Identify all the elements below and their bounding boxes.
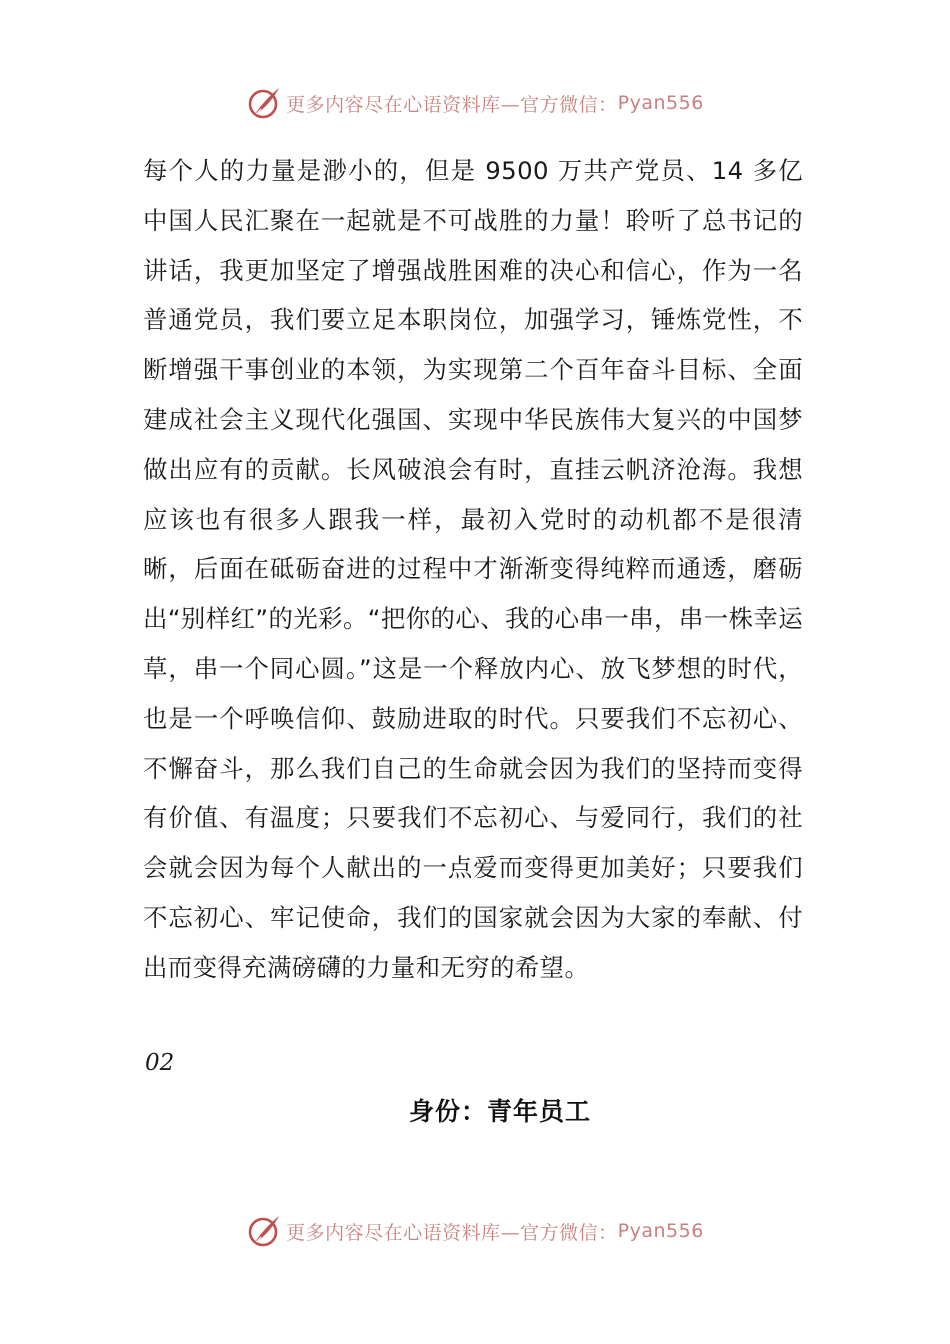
quill-pen-logo-icon: [246, 1213, 282, 1249]
watermark-wechat-id: Pyan556: [617, 92, 704, 114]
footer-watermark: [0, 1211, 950, 1251]
document-body: [143, 146, 803, 993]
header-watermark: [0, 83, 950, 123]
section-number: 02: [145, 1050, 175, 1076]
watermark-text: 更多内容尽在心语资料库—官方微信：: [286, 93, 618, 116]
section-heading: 身份：青年员工: [408, 1097, 591, 1126]
quill-pen-logo-icon: [246, 85, 282, 121]
watermark-text: 更多内容尽在心语资料库—官方微信：: [286, 1221, 618, 1244]
body-paragraph: 每个人的力量是渺小的，但是 9500 万共产党员、14 多亿中国人民汇聚在一起就是不可战胜的力量！聆听了总书记的讲话，我更加坚定了增强战胜困难的决心和信心，作为一名普通党员，我们要立足本职岗位，加强学习，锤炼党性，不断增强干事创业的本领，为实现第二个百年奋斗目标、全面建成社会主义现代化强国、实现中华民族伟大复兴的中国梦做出应有的贡献。长风破浪会有时，直挂云帆济沧海。我想应该也有很多人跟我一样，最初入党时的动机都不是很清晰，后面在砥砺奋进的过程中才渐渐变得纯粹而通透，磨砺出“别样红”的光彩。“把你的心、我的心串一串，串一株幸运草，串一个同心圆。”这是一个释放内心、放飞梦想的时代，也是一个呼唤信仰、鼓励进取的时代。只要我们不忘初心、不懈奋斗，那么我们自己的生命就会因为我们的坚持而变得有价值、有温度；只要我们不忘初心、与爱同行，我们的社会就会因为每个人献出的一点爱而变得更加美好；只要我们不忘初心、牢记使命，我们的国家就会因为大家的奉献、付出而变得充满磅礴的力量和无穷的希望。: [143, 156, 803, 982]
watermark-wechat-id: Pyan556: [617, 1220, 704, 1242]
